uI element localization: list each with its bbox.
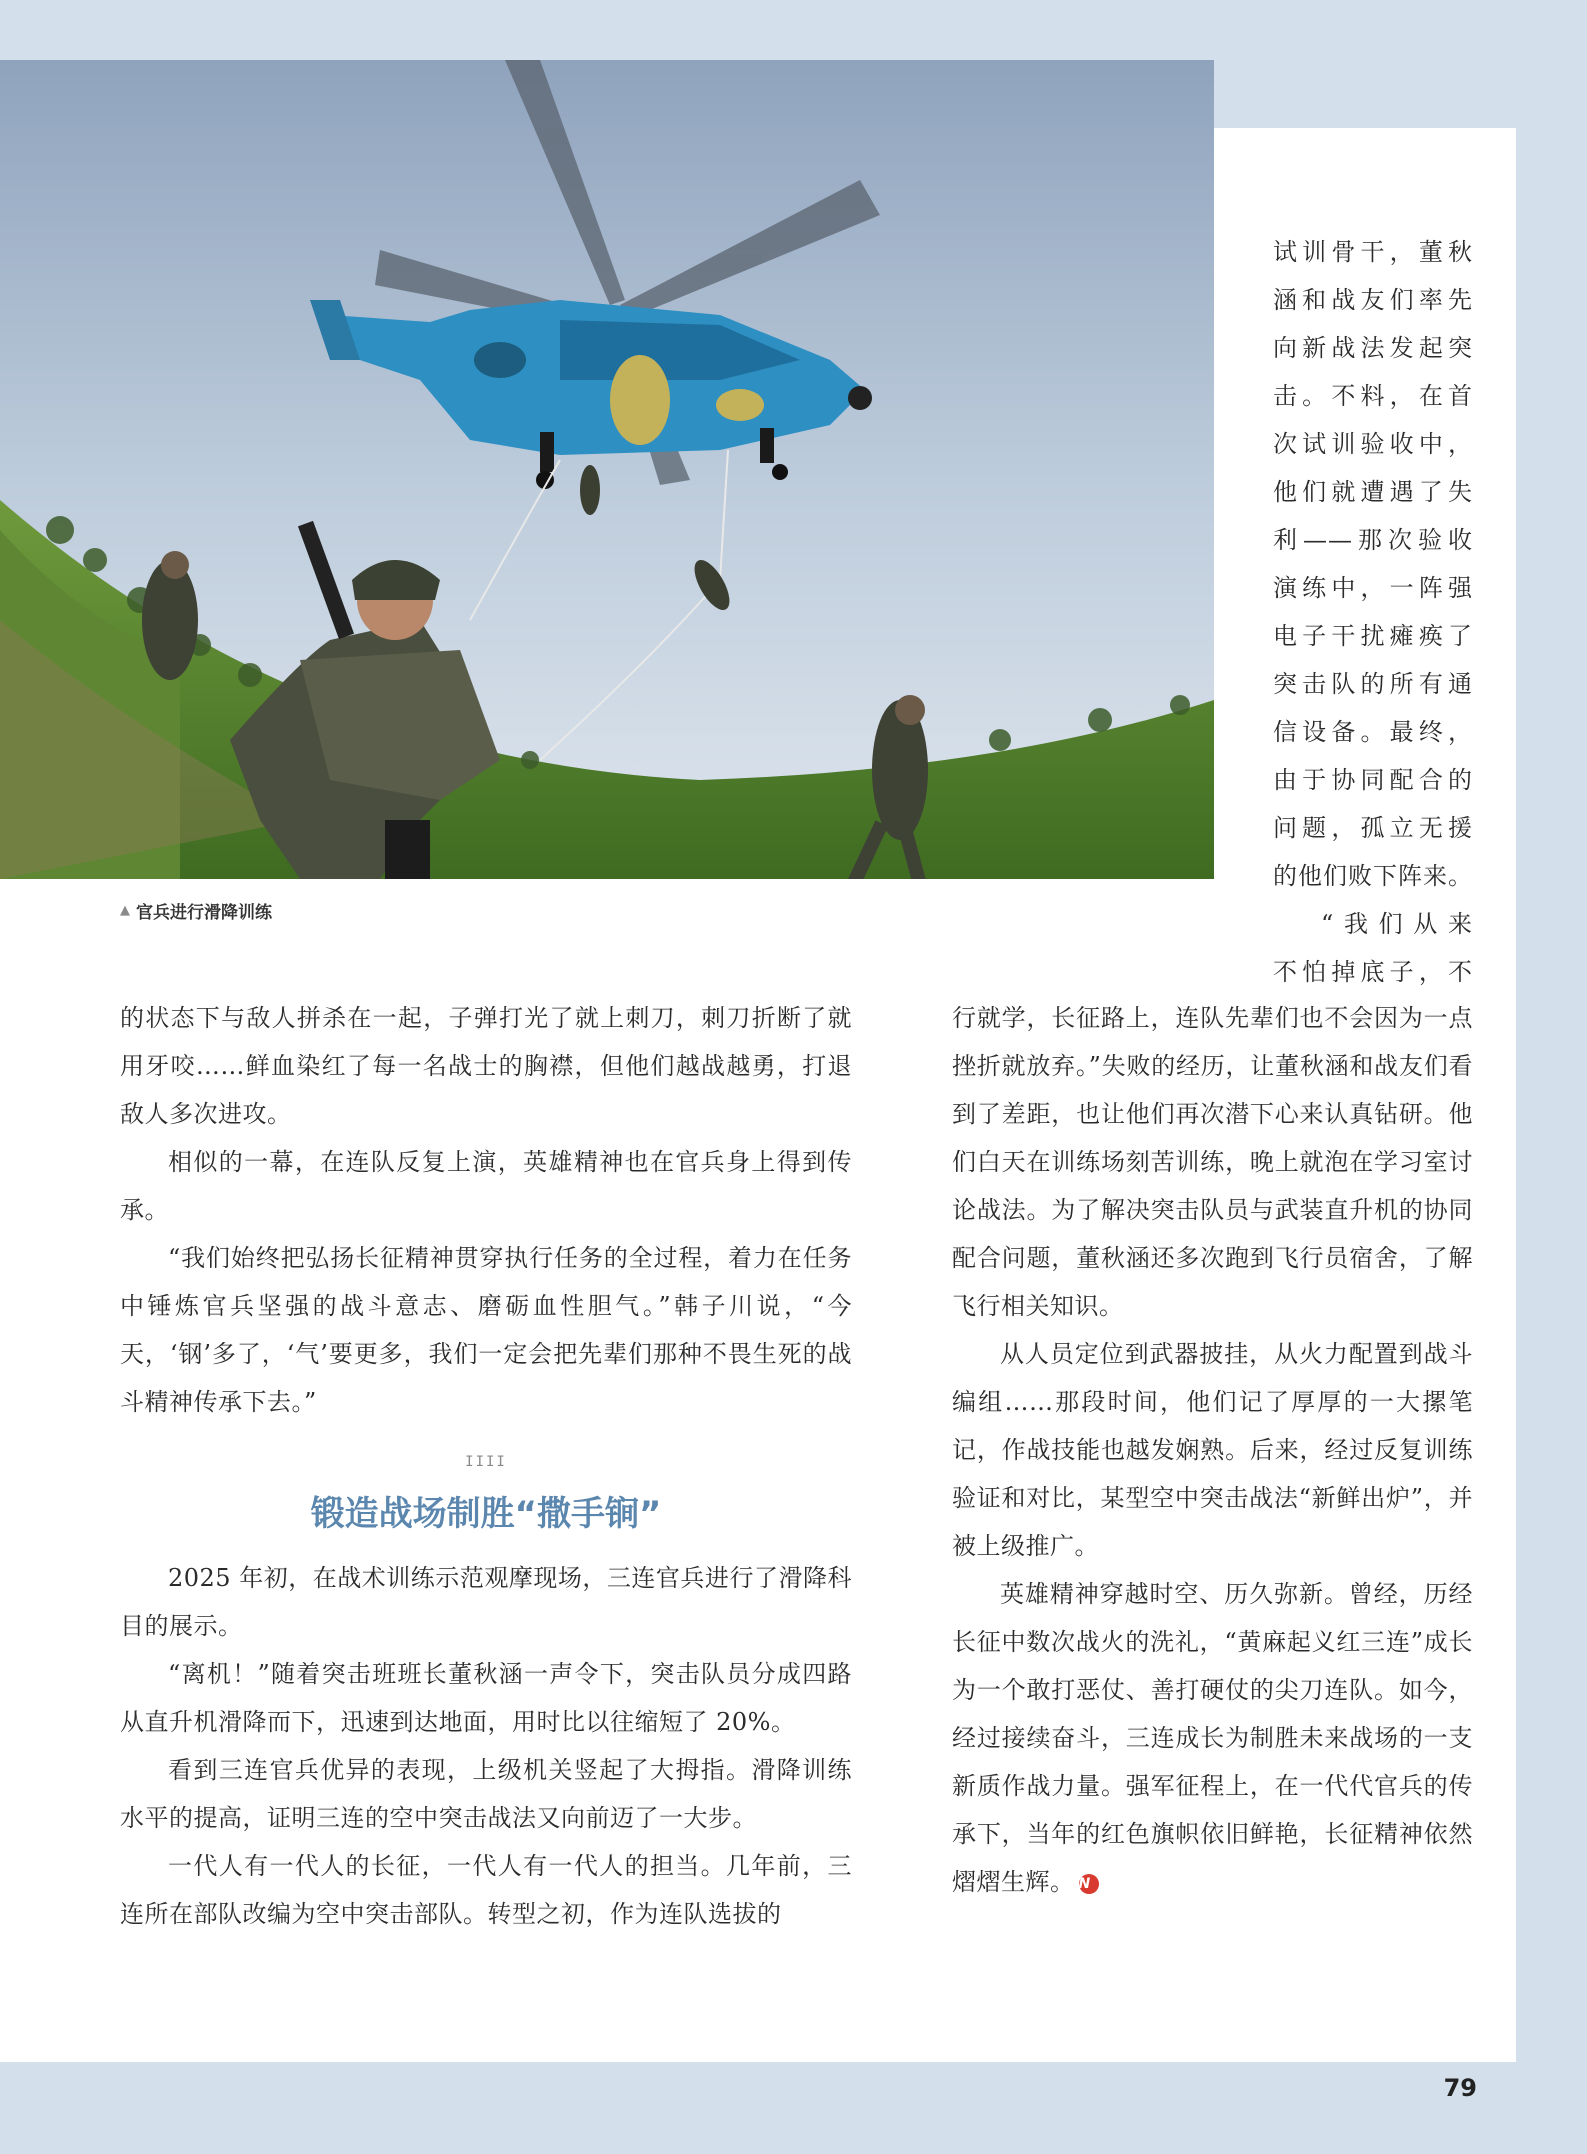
narrow-line: 向新战法发起突	[1273, 334, 1473, 362]
body-paragraph: 看到三连官兵优异的表现，上级机关竖起了大拇指。滑降训练水平的提高，证明三连的空中突击战法又向前迈了一大步。	[120, 1756, 852, 1832]
photo-caption	[120, 898, 272, 923]
body-paragraph	[952, 1570, 1473, 1906]
narrow-line: 的他们败下阵来。	[1273, 862, 1473, 890]
right-text-column	[952, 994, 1473, 1906]
narrow-line: 信设备。最终，	[1273, 718, 1473, 746]
helicopter-rappel-photo	[0, 60, 1214, 879]
section-divider-mark: IIII	[465, 1454, 507, 1470]
closing-paragraph-text: 英雄精神穿越时空、历久弥新。曾经，历经长征中数次战火的洗礼，“黄麻起义红三连”成长为一个敢打恶仗、善打硬仗的尖刀连队。如今，经过接续奋斗，三连成长为制胜未来战场的一支新质作战力量。强军征程上，在一代代官兵的传承下，当年的红色旗帜依旧鲜艳，长征精神依然熠熠生辉。	[952, 1580, 1473, 1896]
page-number: 79	[1443, 2074, 1477, 2102]
caption-triangle-icon: ▲	[120, 903, 130, 918]
narrow-line: 突击队的所有通	[1273, 670, 1473, 698]
section-heading: 锻造战场制胜“撒手锏”	[310, 1494, 662, 1534]
narrow-line: 次试训验收中，	[1273, 430, 1473, 458]
narrow-line: 击。不料，在首	[1273, 382, 1473, 410]
narrow-line: 演练中，一阵强	[1273, 574, 1473, 602]
narrow-line: 由于协同配合的	[1273, 766, 1473, 794]
narrow-line: 他们就遭遇了失	[1273, 478, 1473, 506]
narrow-line: 电子干扰瘫痪了	[1273, 622, 1473, 650]
body-paragraph: 一代人有一代人的长征，一代人有一代人的担当。几年前，三连所在部队改编为空中突击部队。转型之初，作为连队选拔的	[120, 1852, 852, 1928]
body-paragraph: 行就学，长征路上，连队先辈们也不会因为一点挫折就放弃。”失败的经历，让董秋涵和战友们看到了差距，也让他们再次潜下心来认真钻研。他们白天在训练场刻苦训练，晚上就泡在学习室讨论战法。为了解决突击队员与武装直升机的协同配合问题，董秋涵还多次跑到飞行员宿舍，了解飞行相关知识。	[952, 1004, 1473, 1320]
narrow-line: 问题，孤立无援	[1273, 814, 1473, 842]
photo-illustration	[0, 60, 1214, 879]
narrow-line: 涵和战友们率先	[1273, 286, 1473, 314]
narrow-line: “我们从来	[1321, 910, 1473, 938]
body-paragraph: “离机！”随着突击班班长董秋涵一声令下，突击队员分成四路从直升机滑降而下，迅速到达地面，用时比以往缩短了 20%。	[120, 1660, 852, 1736]
body-paragraph: 相似的一幕，在连队反复上演，英雄精神也在官兵身上得到传承。	[120, 1148, 852, 1224]
caption-text: 官兵进行滑降训练	[136, 903, 272, 923]
body-paragraph: “我们始终把弘扬长征精神贯穿执行任务的全过程，着力在任务中锤炼官兵坚强的战斗意志、磨砺血性胆气。”韩子川说，“今天，‘钢’多了，‘气’要更多，我们一定会把先辈们那种不畏生死的战斗精神传承下去。”	[120, 1244, 852, 1416]
body-paragraph: 的状态下与敌人拼杀在一起，子弹打光了就上刺刀，刺刀折断了就用牙咬……鲜血染红了每一名战士的胸襟，但他们越战越勇，打退敌人多次进攻。	[120, 1004, 852, 1128]
narrow-line: 利——那次验收	[1273, 526, 1473, 554]
end-mark-icon: N	[1079, 1874, 1099, 1894]
narrow-line: 不怕掉底子，不	[1273, 958, 1473, 986]
body-paragraph: 2025 年初，在战术训练示范观摩现场，三连官兵进行了滑降科目的展示。	[120, 1564, 852, 1640]
narrow-line: 试训骨干，董秋	[1273, 238, 1473, 266]
narrow-text-column	[1273, 228, 1473, 996]
body-paragraph: 从人员定位到武器披挂，从火力配置到战斗编组……那段时间，他们记了厚厚的一大摞笔记，作战技能也越发娴熟。后来，经过反复训练验证和对比，某型空中突击战法“新鲜出炉”，并被上级推广。	[952, 1340, 1473, 1560]
left-text-column	[120, 994, 852, 1938]
